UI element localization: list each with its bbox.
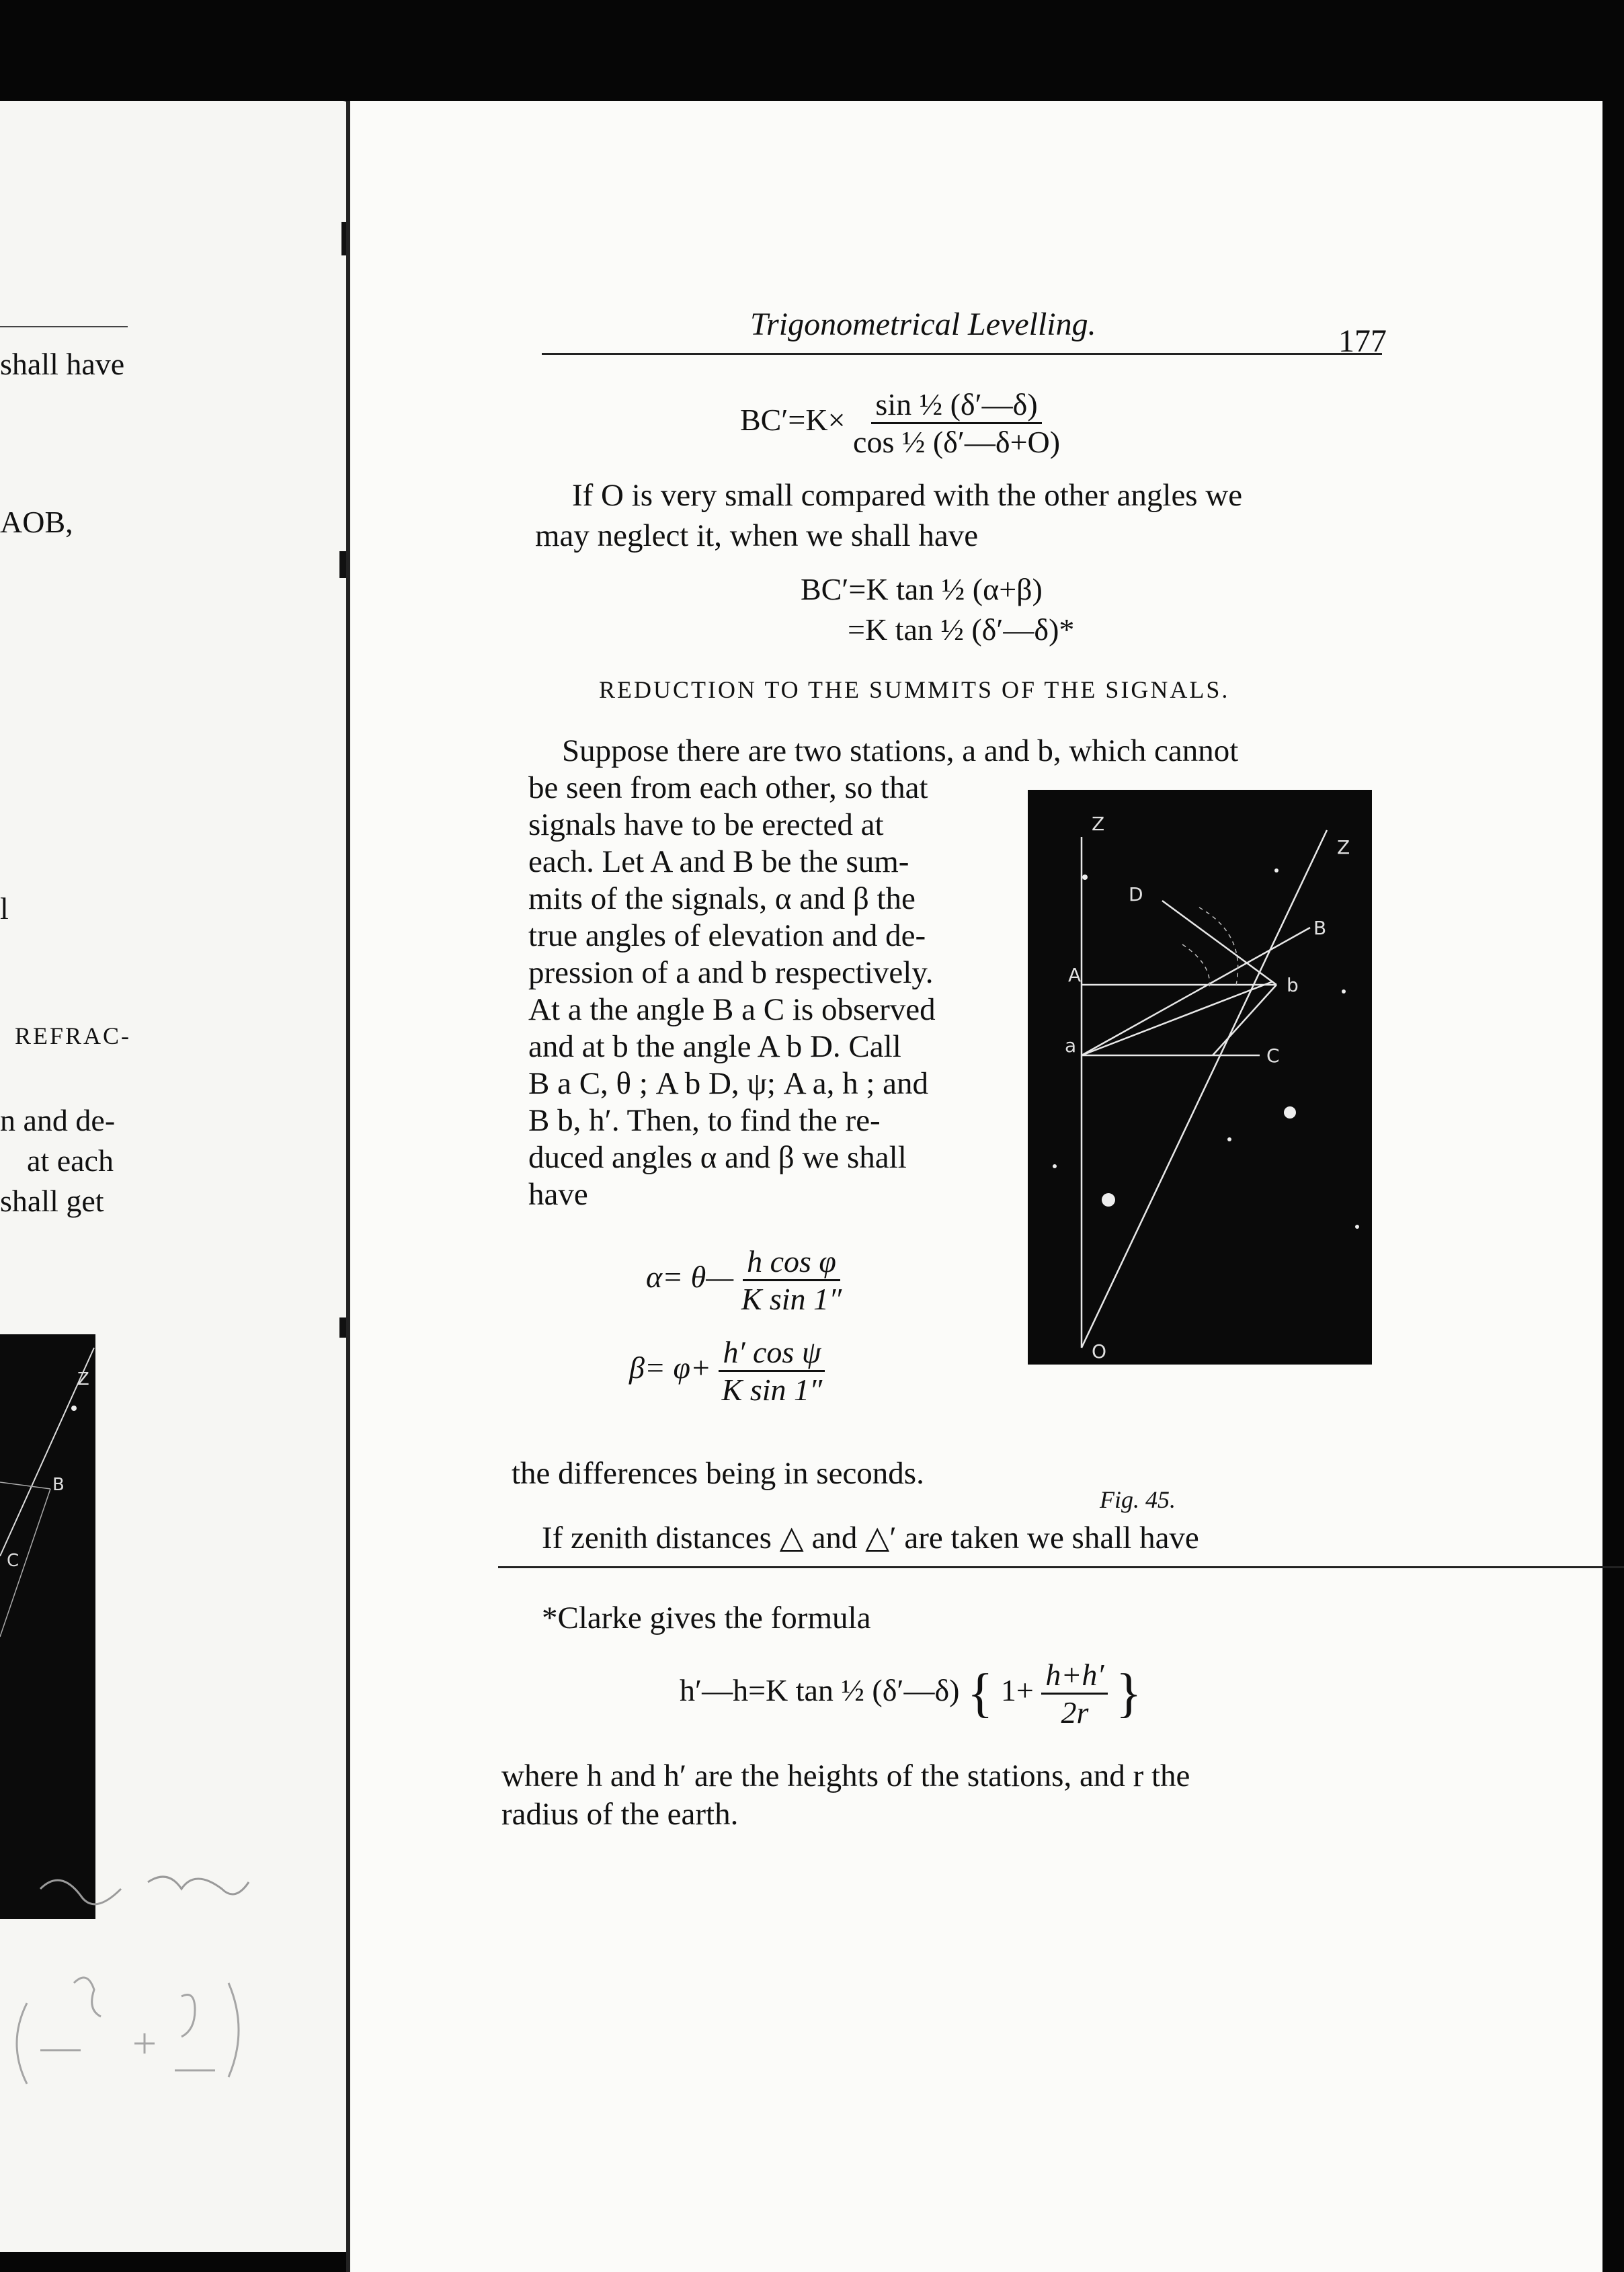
paragraph-2-line: B a C, θ ; A b D, ψ; A a, h ; and	[528, 1066, 929, 1101]
figure-label-z-right: Z	[1337, 836, 1350, 858]
eq1-fraction	[853, 387, 1060, 460]
figure-label-a-upper: A	[1068, 964, 1082, 986]
equation-bc-prime	[740, 387, 1060, 460]
figure-label-d: D	[1129, 883, 1143, 905]
paragraph-2-line: signals have to be erected at	[528, 807, 884, 842]
page-number: 177	[1338, 323, 1387, 359]
paragraph-2-line: duced angles α and β we shall	[528, 1140, 907, 1175]
differences-line: the differences being in seconds.	[512, 1456, 924, 1491]
zenith-line: If zenith distances △ and △′ are taken we shall have	[542, 1520, 1199, 1555]
figure-45	[1028, 790, 1372, 1365]
paragraph-2-line: and at b the angle A b D. Call	[528, 1029, 901, 1064]
left-fragment-6: at each	[27, 1143, 114, 1178]
left-facing-page	[0, 101, 350, 2252]
paragraph-2-line: At a the angle B a C is observed	[528, 992, 936, 1027]
footnote-intro: *Clarke gives the formula	[542, 1600, 871, 1635]
eq3-numerator: h cos φ	[743, 1244, 840, 1281]
left-fragment-2: AOB,	[0, 505, 73, 539]
header-rule	[542, 353, 1382, 355]
eq3-lhs: α= θ—	[646, 1260, 734, 1295]
left-fragment-1: shall have	[0, 347, 125, 381]
left-figure-label-c: C	[7, 1551, 19, 1571]
footnote-rule	[498, 1566, 1624, 1568]
paragraph-1-line-2: may neglect it, when we shall have	[535, 518, 979, 553]
eq1-lhs: BC′=K×	[740, 403, 846, 438]
eq1-numerator: sin ½ (δ′—δ)	[871, 387, 1041, 424]
paragraph-2-line: pression of a and b respectively.	[528, 955, 934, 990]
paragraph-2-line: mits of the signals, α and β the	[528, 881, 916, 916]
eq4-numerator: h′ cos ψ	[719, 1334, 825, 1372]
running-head: Trigonometrical Levelling.	[750, 307, 1096, 342]
paragraph-2-line: have	[528, 1177, 588, 1212]
equation-2-line-2: =K tan ½ (δ′—δ)*	[848, 612, 1075, 647]
equation-2-line-1: BC′=K tan ½ (α+β)	[801, 572, 1043, 606]
eq1-denominator: cos ½ (δ′—δ+O)	[853, 425, 1061, 459]
handwritten-scribble	[0, 1849, 282, 2158]
left-page-rule	[0, 326, 128, 327]
figure-label-b-lower: b	[1287, 974, 1299, 996]
left-figure-label-z: Z	[77, 1369, 89, 1389]
paragraph-2-line: be seen from each other, so that	[528, 770, 928, 805]
figure-label-c: C	[1266, 1045, 1280, 1067]
figure-label-b-upper: B	[1313, 917, 1327, 939]
footnote-fraction	[1041, 1657, 1108, 1730]
equation-beta	[629, 1334, 825, 1408]
left-page-figure	[0, 1334, 95, 1919]
equation-alpha	[646, 1244, 842, 1317]
footnote-numerator: h+h′	[1041, 1657, 1108, 1695]
footnote-formula	[680, 1657, 1141, 1730]
left-fragment-5: n and de-	[0, 1103, 116, 1137]
section-heading: REDUCTION TO THE SUMMITS OF THE SIGNALS.	[599, 676, 1230, 703]
eq3-denominator: K sin 1″	[741, 1282, 842, 1316]
figure-caption: Fig. 45.	[1100, 1486, 1176, 1513]
left-fragment-4: REFRAC-	[15, 1022, 132, 1049]
paragraph-2-line: each. Let A and B be the sum-	[528, 844, 909, 879]
footnote-line-2: radius of the earth.	[501, 1797, 739, 1832]
eq4-lhs: β= φ+	[629, 1350, 711, 1385]
footnote-one: 1+	[1000, 1673, 1034, 1708]
footnote-brace-close: }	[1115, 1664, 1142, 1723]
left-figure-label-b: B	[52, 1475, 65, 1495]
paragraph-1-line-1: If O is very small compared with the other angles we	[572, 478, 1243, 513]
footnote-line-1: where h and h′ are the heights of the stations, and r the	[501, 1758, 1190, 1793]
figure-label-o: O	[1092, 1340, 1107, 1363]
footnote-denominator: 2r	[1061, 1695, 1089, 1730]
paragraph-2-line: true angles of elevation and de-	[528, 918, 926, 953]
eq4-fraction	[719, 1334, 825, 1408]
eq4-denominator: K sin 1″	[721, 1373, 823, 1407]
footnote-brace-open: {	[967, 1664, 993, 1723]
figure-label-z-left: Z	[1092, 813, 1105, 835]
right-page	[346, 101, 1602, 2272]
figure-label-a-lower: a	[1065, 1034, 1077, 1057]
paragraph-2-line: Suppose there are two stations, a and b, which cannot	[562, 733, 1239, 768]
paragraph-2-line: B b, h′. Then, to find the re-	[528, 1103, 881, 1138]
left-fragment-7: shall get	[0, 1184, 104, 1218]
footnote-lhs: h′—h=K tan ½ (δ′—δ)	[680, 1673, 960, 1708]
eq3-fraction	[741, 1244, 842, 1317]
left-fragment-3: l	[0, 891, 9, 926]
